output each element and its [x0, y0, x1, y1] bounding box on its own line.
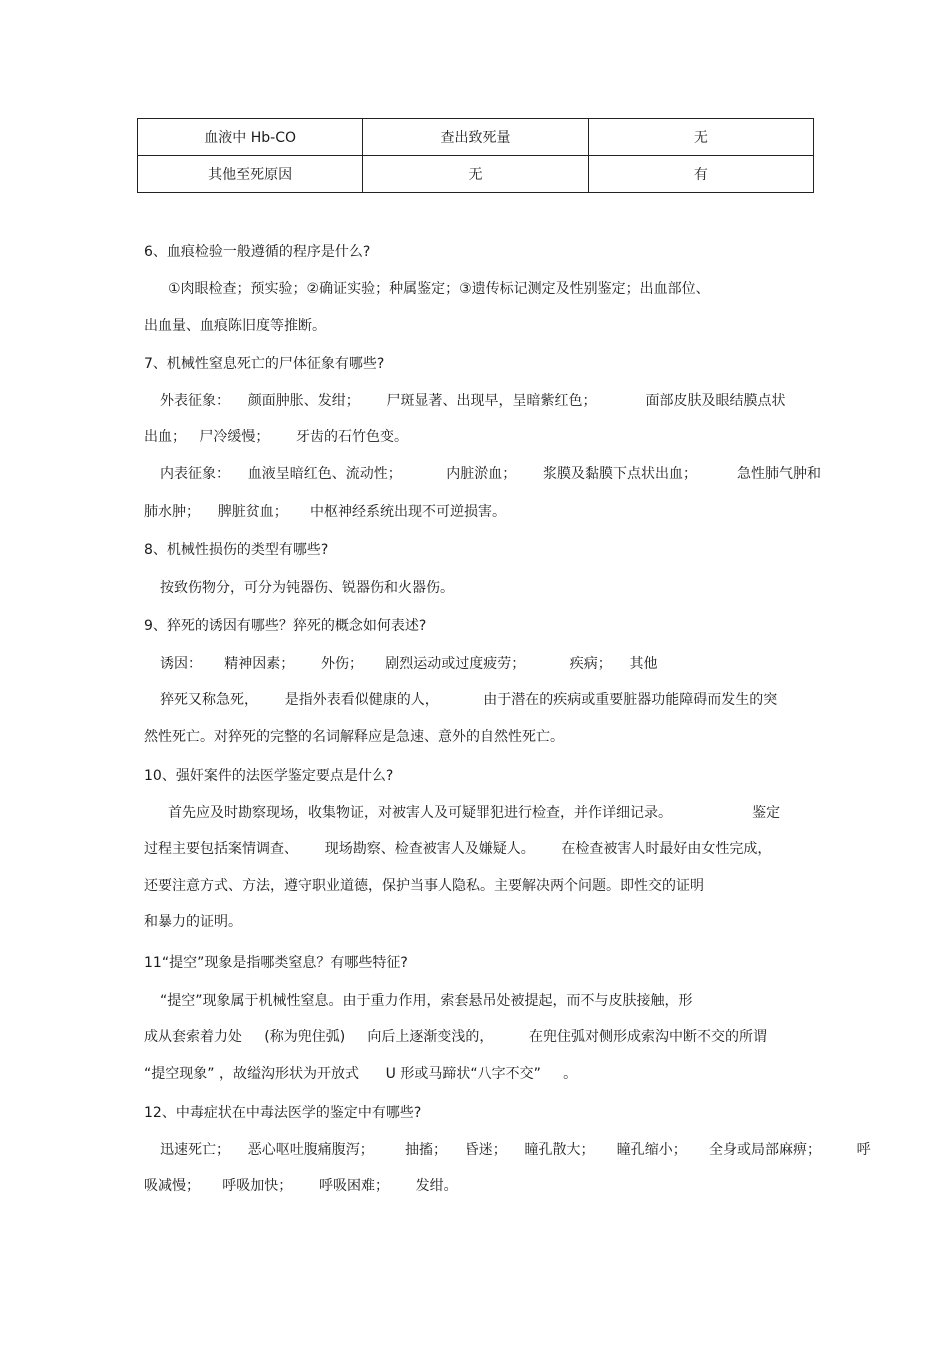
answer-line: 按致伤物分，可分为钝器伤、锐器伤和火器伤。 — [160, 580, 454, 596]
answer-line: 内表征象： 血液呈暗红色、流动性； 内脏淤血； 浆膜及黏膜下点状出血； 急性肺气肿和 — [160, 466, 822, 482]
question-9: 9、猝死的诱因有哪些？猝死的概念如何表述? — [144, 618, 427, 634]
answer-line: ①肉眼检查；预实验；②确证实验；种属鉴定；③遗传标记测定及性别鉴定；出血部位、 — [168, 281, 710, 297]
table-cell: 有 — [588, 156, 813, 193]
comparison-table — [137, 118, 814, 193]
table-cell: 无 — [363, 156, 588, 193]
question-6: 6、血痕检验一般遵循的程序是什么? — [144, 244, 371, 260]
answer-line: 出血； 尸冷缓慢； 牙齿的石竹色变。 — [144, 429, 409, 445]
answer-line: 过程主要包括案情调查、 现场勘察、检查被害人及嫌疑人。 在检查被害人时最好由女性完成， — [144, 841, 772, 857]
question-7: 7、机械性窒息死亡的尸体征象有哪些? — [144, 356, 385, 372]
table-row — [138, 119, 814, 156]
answer-line: 迅速死亡； 恶心呕吐腹痛腹泻； 抽搐； 昏迷； 瞳孔散大； 瞳孔缩小； 全身或局部麻痹； 呼 — [160, 1142, 871, 1158]
answer-line: 和暴力的证明。 — [144, 914, 242, 930]
answer-line: 肺水肿； 脾脏贫血； 中枢神经系统出现不可逆损害。 — [144, 504, 507, 520]
question-8: 8、机械性损伤的类型有哪些? — [144, 542, 329, 558]
answer-line: 成从套索着力处 (称为兜住弧) 向后上逐渐变浅的， 在兜住弧对侧形成索沟中断不交的所谓 — [144, 1029, 768, 1045]
answer-line: 首先应及时勘察现场，收集物证，对被害人及可疑罪犯进行检查，并作详细记录。 鉴定 — [168, 805, 781, 821]
answer-line: “提空现象” ，故缢沟形状为开放式 U 形或马蹄状“八字不交” 。 — [144, 1066, 578, 1082]
table-cell: 血液中 Hb-CO — [138, 119, 363, 156]
answer-line: 然性死亡。对猝死的完整的名词解释应是急速、意外的自然性死亡。 — [144, 729, 564, 745]
answer-line: 猝死又称急死， 是指外表看似健康的人， 由于潜在的疾病或重要脏器功能障碍而发生的突 — [160, 692, 778, 708]
answer-line: 出血量、血痕陈旧度等推断。 — [144, 318, 326, 334]
question-10: 10、强奸案件的法医学鉴定要点是什么? — [144, 768, 394, 784]
table-cell: 无 — [588, 119, 813, 156]
answer-line: 吸减慢； 呼吸加快； 呼吸困难； 发绀。 — [144, 1178, 458, 1194]
question-12: 12、中毒症状在中毒法医学的鉴定中有哪些? — [144, 1105, 422, 1121]
table-row — [138, 156, 814, 193]
table-cell: 其他至死原因 — [138, 156, 363, 193]
answer-line: 还要注意方式、方法，遵守职业道德，保护当事人隐私。主要解决两个问题。即性交的证明 — [144, 878, 704, 894]
answer-line: “提空”现象属于机械性窒息。由于重力作用，索套悬吊处被提起，而不与皮肤接触，形 — [160, 993, 693, 1009]
answer-line: 诱因： 精神因素； 外伤； 剧烈运动或过度疲劳； 疾病； 其他 — [160, 656, 658, 672]
table-cell: 查出致死量 — [363, 119, 588, 156]
answer-line: 外表征象： 颜面肿胀、发绀； 尸斑显著、出现早，呈暗紫红色； 面部皮肤及眼结膜点状 — [160, 393, 786, 409]
question-11: 11“提空”现象是指哪类窒息？有哪些特征? — [144, 955, 408, 971]
